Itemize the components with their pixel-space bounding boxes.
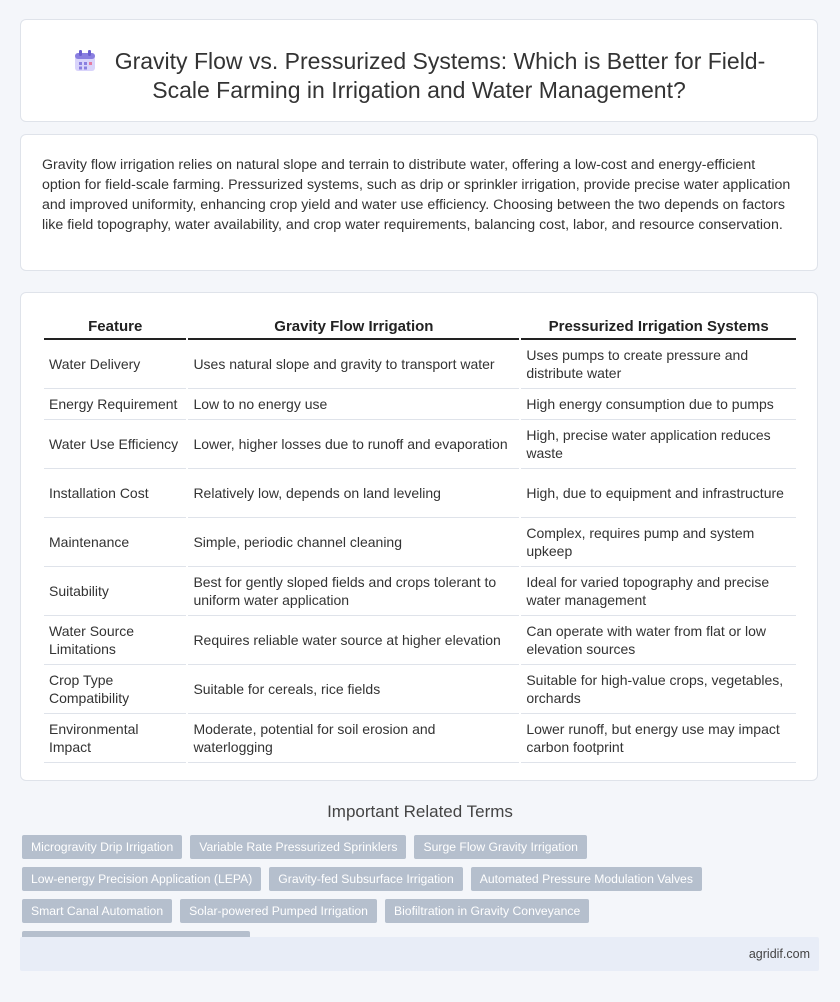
gravity-cell: Lower, higher losses due to runoff and evaporation [188,420,519,469]
pressurized-cell: Suitable for high-value crops, vegetables, orchards [521,665,796,714]
pressurized-cell: High, precise water application reduces waste [521,420,796,469]
page-title [21,47,817,105]
feature-cell: Energy Requirement [44,389,186,420]
header-pressurized: Pressurized Irrigation Systems [521,315,796,340]
footer-bar [20,937,819,971]
related-term-tag[interactable]: Variable Rate Pressurized Sprinklers [190,835,406,859]
feature-cell: Crop Type Compatibility [44,665,186,714]
table-row [44,518,796,567]
related-term-tag[interactable]: Surge Flow Gravity Irrigation [414,835,586,859]
feature-cell: Environmental Impact [44,714,186,763]
related-term-tag[interactable]: Low-energy Precision Application (LEPA) [22,867,261,891]
gravity-cell: Requires reliable water source at higher elevation [188,616,519,665]
related-term-tag[interactable]: Smart Canal Automation [22,899,172,923]
comparison-card [20,292,818,781]
feature-cell: Maintenance [44,518,186,567]
gravity-cell: Moderate, potential for soil erosion and waterlogging [188,714,519,763]
related-terms-title: Important Related Terms [327,802,513,821]
table-row [44,340,796,389]
pressurized-cell: Uses pumps to create pressure and distribute water [521,340,796,389]
table-row [44,714,796,763]
pressurized-cell: Complex, requires pump and system upkeep [521,518,796,567]
table-row [44,665,796,714]
table-row [44,420,796,469]
related-term-tag[interactable]: Microgravity Drip Irrigation [22,835,182,859]
comparison-table [42,315,798,763]
gravity-cell: Low to no energy use [188,389,519,420]
pressurized-cell: Can operate with water from flat or low elevation sources [521,616,796,665]
table-row [44,567,796,616]
feature-cell: Installation Cost [44,469,186,518]
table-header-row [44,315,796,340]
gravity-cell: Simple, periodic channel cleaning [188,518,519,567]
related-term-tag[interactable]: Automated Pressure Modulation Valves [471,867,702,891]
intro-card [20,134,818,271]
table-row [44,389,796,420]
title-line-2: Scale Farming in Irrigation and Water Management? [152,77,686,103]
feature-cell: Suitability [44,567,186,616]
calendar-icon [73,49,97,73]
pressurized-cell: High, due to equipment and infrastructure [521,469,796,518]
feature-cell: Water Use Efficiency [44,420,186,469]
feature-cell: Water Source Limitations [44,616,186,665]
gravity-cell: Uses natural slope and gravity to transport water [188,340,519,389]
related-term-tag[interactable]: Gravity-fed Subsurface Irrigation [269,867,462,891]
pressurized-cell: Ideal for varied topography and precise water management [521,567,796,616]
table-row [44,469,796,518]
footer-site-link[interactable]: agridif.com [748,947,810,961]
header-gravity: Gravity Flow Irrigation [188,315,519,340]
table-row [44,616,796,665]
intro-text: Gravity flow irrigation relies on natural slope and terrain to distribute water, offering a low-cost and energy-efficient option for field-scale farming. Pressurized systems, such as drip or sprinkler irrigation, provide precise water application and improved uniformity, enhancing crop yield and water use efficiency. Choosing between the two depends on factors like field topography, water availability, and crop water requirements, balancing cost, labor, and resource conservation. [42,157,791,233]
feature-cell: Water Delivery [44,340,186,389]
gravity-cell: Best for gently sloped fields and crops tolerant to uniform water application [188,567,519,616]
pressurized-cell: High energy consumption due to pumps [521,389,796,420]
header-card [20,19,818,122]
gravity-cell: Relatively low, depends on land leveling [188,469,519,518]
pressurized-cell: Lower runoff, but energy use may impact carbon footprint [521,714,796,763]
title-line-1: Gravity Flow vs. Pressurized Systems: Which is Better for Field- [114,48,766,74]
gravity-cell: Suitable for cereals, rice fields [188,665,519,714]
header-feature: Feature [44,315,186,340]
related-term-tag[interactable]: Biofiltration in Gravity Conveyance [385,899,589,923]
related-term-tag[interactable]: Solar-powered Pumped Irrigation [180,899,377,923]
